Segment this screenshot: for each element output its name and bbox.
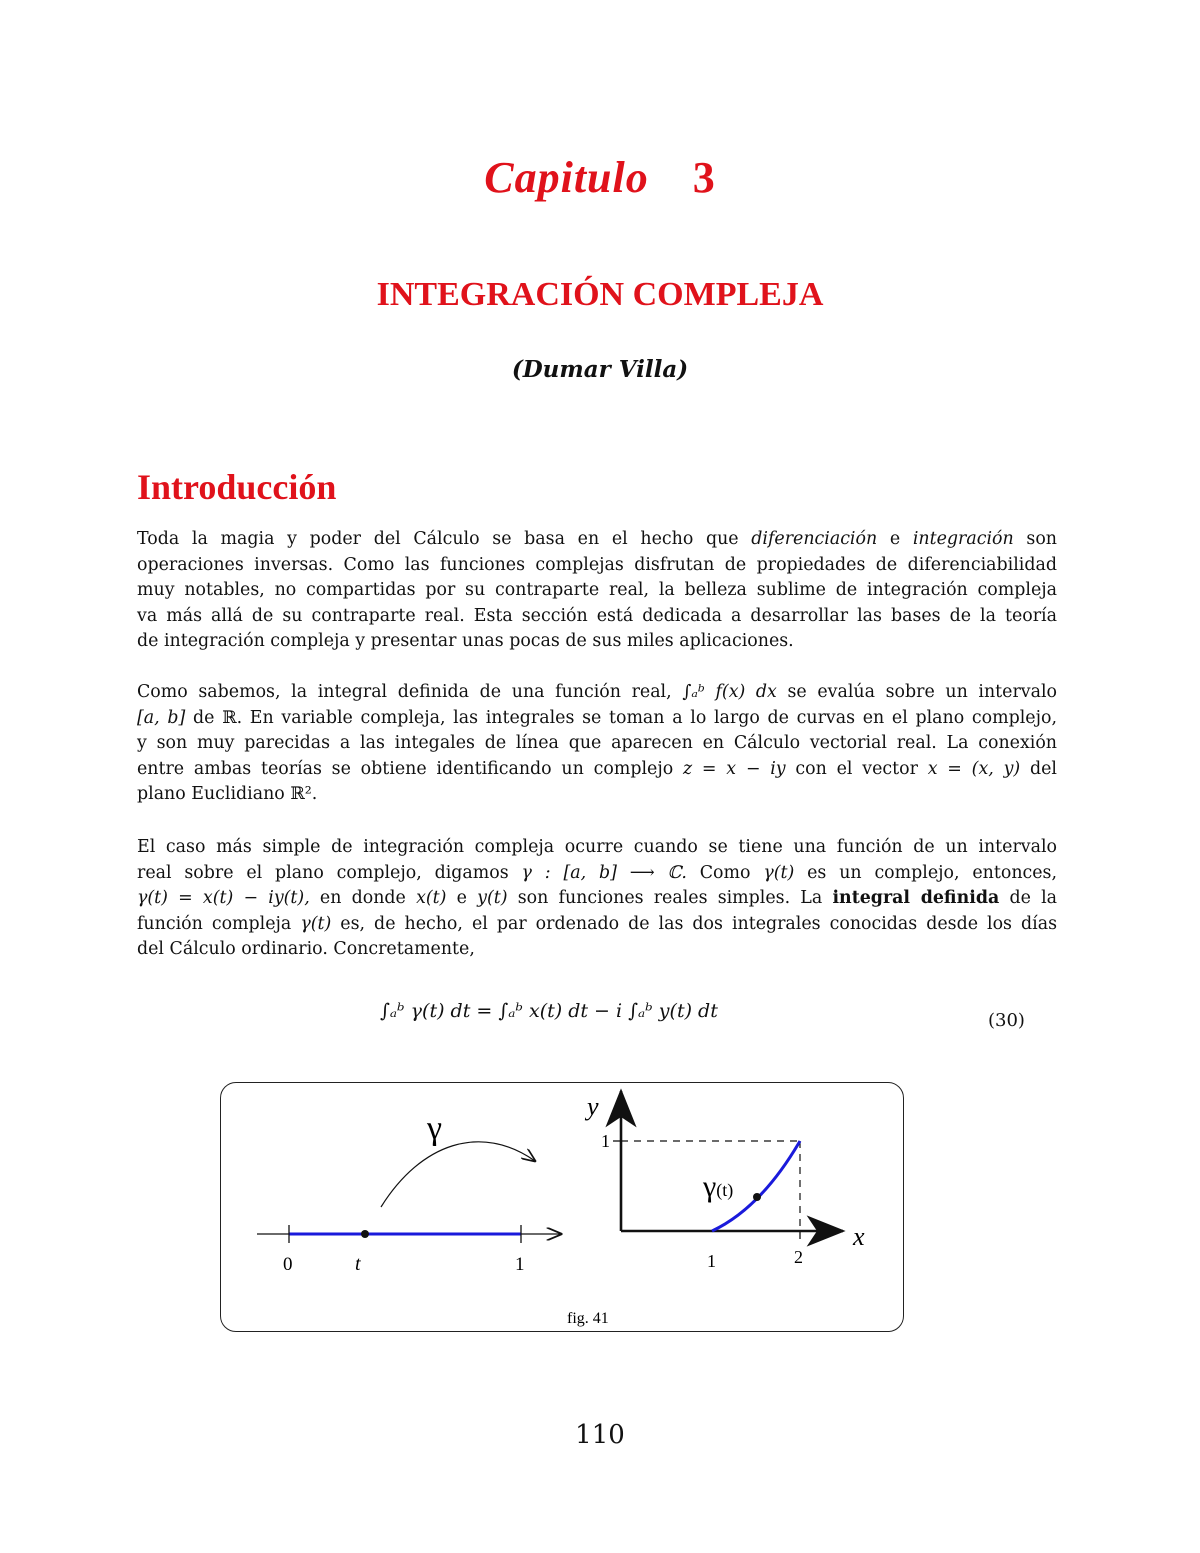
x-axis-label: x (853, 1222, 865, 1251)
figure-caption: fig. 41 (567, 1310, 609, 1327)
chapter-heading (0, 152, 1200, 203)
point-t (361, 1230, 369, 1238)
paragraph-line: función compleja γ(t) es, de hecho, el par ordenado de las dos integrales conocidas desde los días (137, 913, 1057, 934)
paragraph-1 (137, 527, 1057, 655)
mapping-arrow (381, 1142, 535, 1207)
chapter-number: 3 (692, 153, 716, 202)
paragraph-line: y son muy parecidas a las integales de línea que aparecen en Cálculo vectorial real. La conexión (137, 733, 1057, 754)
paragraph-line: del Cálculo ordinario. Concretamente, (137, 939, 475, 960)
paragraph-line: [a, b] de ℝ. En variable compleja, las integrales se toman a lo largo de curvas en el plano complejo, (137, 707, 1057, 728)
tick-label-t: t (355, 1253, 361, 1275)
y-tick-label: 1 (601, 1131, 610, 1151)
page-number: 110 (575, 1420, 625, 1450)
paragraph-line: va más allá de su contraparte real. Esta sección está dedicada a desarrollar las bases de la teoría (137, 605, 1057, 626)
paragraph-line: γ(t) = x(t) − iy(t), en donde x(t) e y(t) son funciones reales simples. La integral definida de la (137, 888, 1058, 909)
curve-label: γ(t) (703, 1170, 734, 1203)
chapter-title: INTEGRACIÓN COMPLEJA (376, 276, 824, 313)
paragraph-line: real sobre el plano complejo, digamos γ : [a, b] ⟶ ℂ. Como γ(t) es un complejo, entonces, (137, 862, 1057, 883)
section-title: Introducción (137, 467, 337, 507)
equation-30: ∫ₐᵇ γ(t) dt = ∫ₐᵇ x(t) dt − i ∫ₐᵇ y(t) dt (380, 1000, 718, 1022)
paragraph-line: operaciones inversas. Como las funciones complejas disfrutan de propiedades de diferenciabilidad (137, 554, 1057, 575)
figure-41 (220, 1082, 904, 1332)
paragraph-line: de integración compleja y presentar unas pocas de sus miles aplicaciones. (137, 631, 794, 652)
equation-number: (30) (988, 1010, 1025, 1031)
paragraph-line: Como sabemos, la integral definida de una función real, ∫ₐᵇ f(x) dx se evalúa sobre un intervalo (137, 682, 1057, 702)
paragraph-line: entre ambas teorías se obtiene identificando un complejo z = x − iy con el vector x = (x, y) del (137, 758, 1057, 779)
x-tick-label-2: 2 (794, 1247, 803, 1267)
tick-label-0: 0 (283, 1254, 293, 1275)
tick-label-1: 1 (515, 1254, 525, 1275)
paragraph-line: muy notables, no compartidas por su contraparte real, la belleza sublime de integración compleja (137, 580, 1057, 601)
x-tick-label-1: 1 (707, 1251, 716, 1271)
paragraph-2 (137, 680, 1057, 808)
paragraph-line: El caso más simple de integración compleja ocurre cuando se tiene una función de un intervalo (137, 837, 1057, 857)
y-axis-label: y (587, 1092, 599, 1121)
paragraph-line: plano Euclidiano ℝ². (137, 784, 318, 805)
gamma-label: γ (427, 1110, 443, 1147)
paragraph-3 (137, 835, 1057, 963)
figure-drawing (221, 1083, 905, 1333)
paragraph-line: Toda la magia y poder del Cálculo se basa en el hecho que diferenciación e integración son (137, 529, 1057, 549)
chapter-word: Capitulo (484, 153, 649, 202)
curve-point (753, 1193, 761, 1201)
author: (Dumar Villa) (511, 356, 689, 383)
